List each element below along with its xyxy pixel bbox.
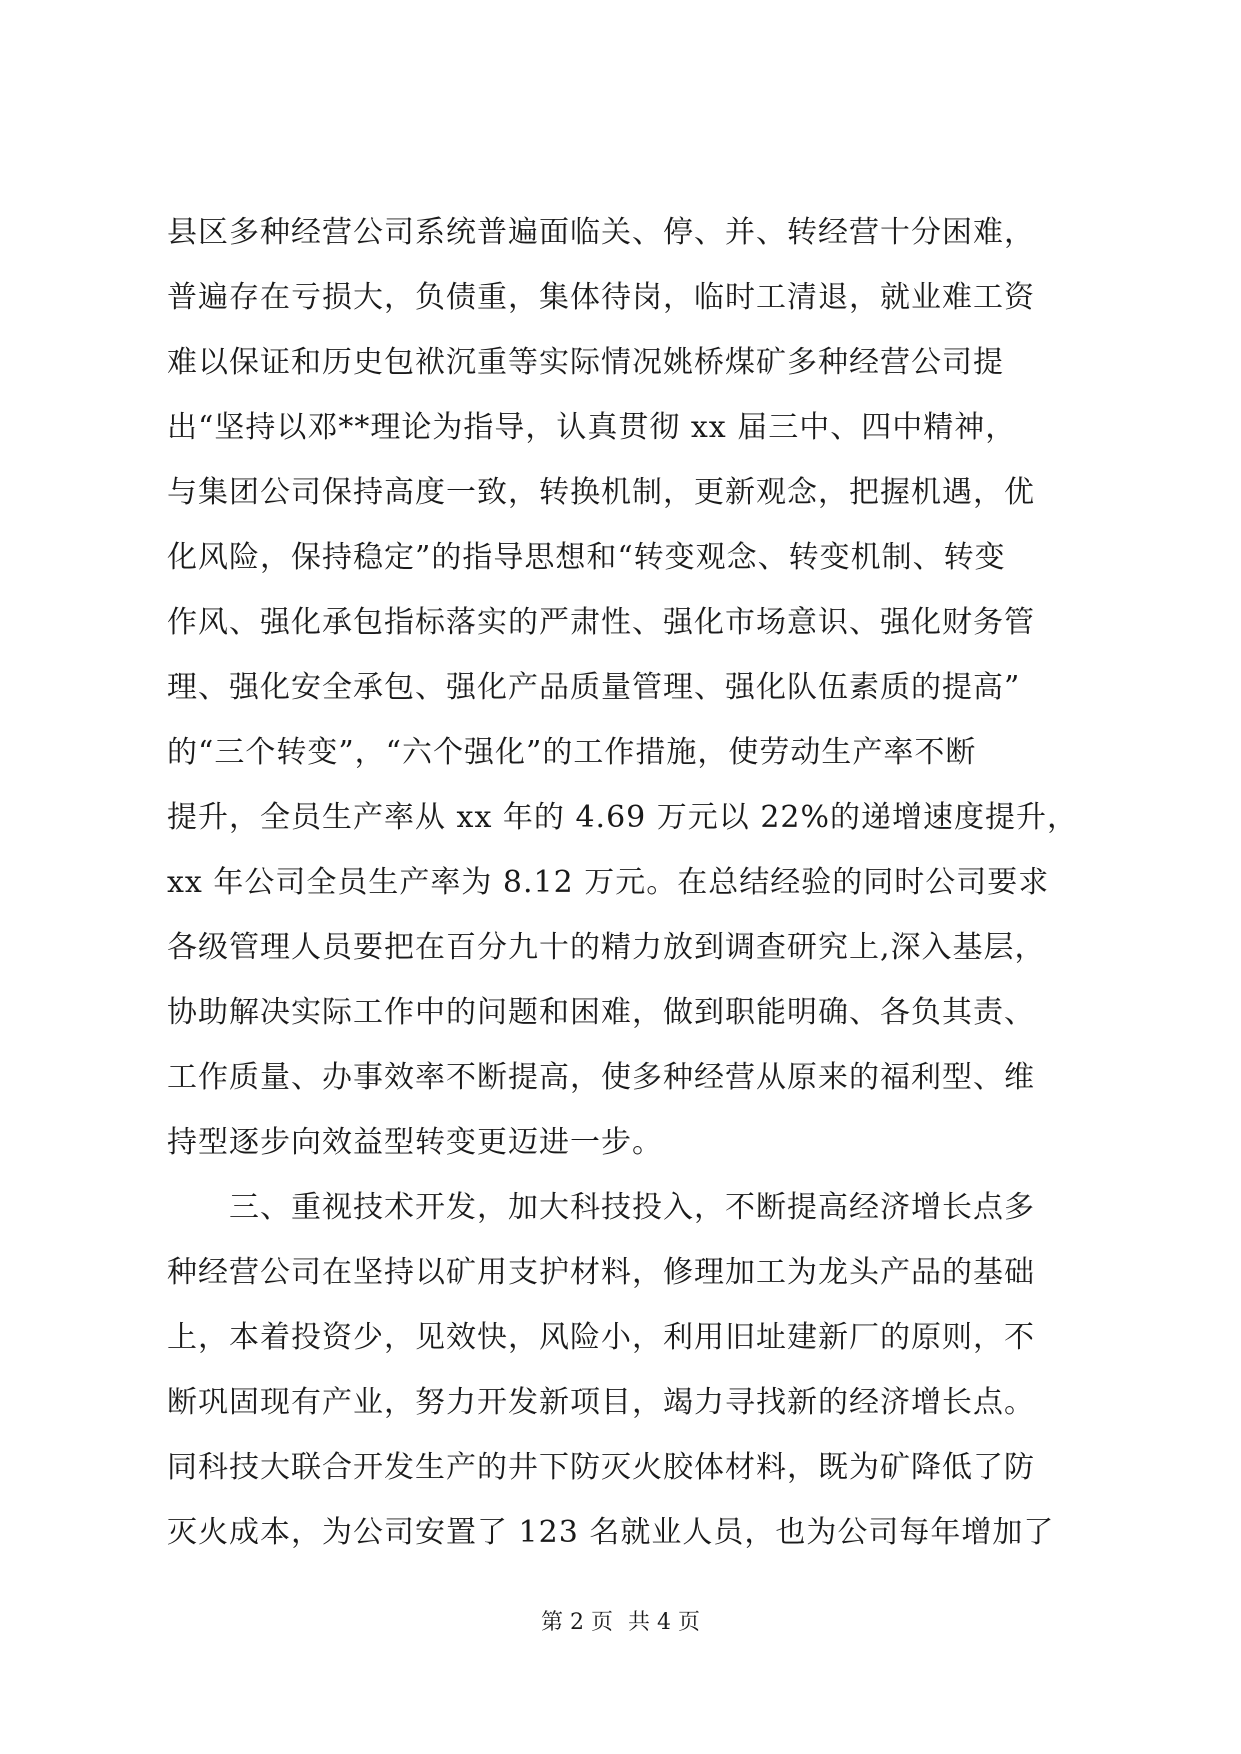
text-line: 工作质量、办事效率不断提高，使多种经营从原来的福利型、维 <box>167 1060 1035 1095</box>
text-line: 持型逐步向效益型转变更迈进一步。 <box>167 1125 663 1160</box>
text-line: 同科技大联合开发生产的井下防灭火胶体材料，既为矿降低了防 <box>167 1450 1035 1485</box>
section-heading-line: 三、重视技术开发，加大科技投入，不断提高经济增长点多 <box>229 1190 1035 1225</box>
text-line: 理、强化安全承包、强化产品质量管理、强化队伍素质的提高” <box>167 670 1021 705</box>
body-text <box>167 200 1087 1565</box>
text-line: 提升，全员生产率从 xx 年的 4.69 万元以 22%的递增速度提升， <box>167 800 1078 835</box>
text-line: 断巩固现有产业，努力开发新项目，竭力寻找新的经济增长点。 <box>167 1385 1035 1420</box>
page-total: 共 4 页 <box>628 1610 700 1635</box>
text-line: 作风、强化承包指标落实的严肃性、强化市场意识、强化财务管 <box>167 605 1035 640</box>
page-number: 第 2 页 <box>541 1610 613 1635</box>
text-line: 难以保证和历史包袱沉重等实际情况姚桥煤矿多种经营公司提 <box>167 345 1004 380</box>
page-footer <box>0 1608 1241 1638</box>
text-line: 灭火成本，为公司安置了 123 名就业人员，也为公司每年增加了 <box>167 1515 1055 1550</box>
text-line: 上，本着投资少，见效快，风险小，利用旧址建新厂的原则，不 <box>167 1320 1035 1355</box>
text-line: 化风险，保持稳定”的指导思想和“转变观念、转变机制、转变 <box>167 540 1006 575</box>
text-line: 的“三个转变”，“六个强化”的工作措施，使劳动生产率不断 <box>167 735 977 770</box>
text-line: xx 年公司全员生产率为 8.12 万元。在总结经验的同时公司要求 <box>167 865 1050 900</box>
text-line: 协助解决实际工作中的问题和困难，做到职能明确、各负其责、 <box>167 995 1035 1030</box>
text-line: 种经营公司在坚持以矿用支护材料，修理加工为龙头产品的基础 <box>167 1255 1035 1290</box>
text-line: 出“坚持以邓**理论为指导，认真贯彻 xx 届三中、四中精神， <box>167 410 1017 445</box>
text-line: 各级管理人员要把在百分九十的精力放到调查研究上,深入基层， <box>167 930 1046 965</box>
text-line: 与集团公司保持高度一致，转换机制，更新观念，把握机遇，优 <box>167 475 1035 510</box>
text-line: 县区多种经营公司系统普遍面临关、停、并、转经营十分困难， <box>167 215 1035 250</box>
text-line: 普遍存在亏损大，负债重，集体待岗，临时工清退，就业难工资 <box>167 280 1035 315</box>
